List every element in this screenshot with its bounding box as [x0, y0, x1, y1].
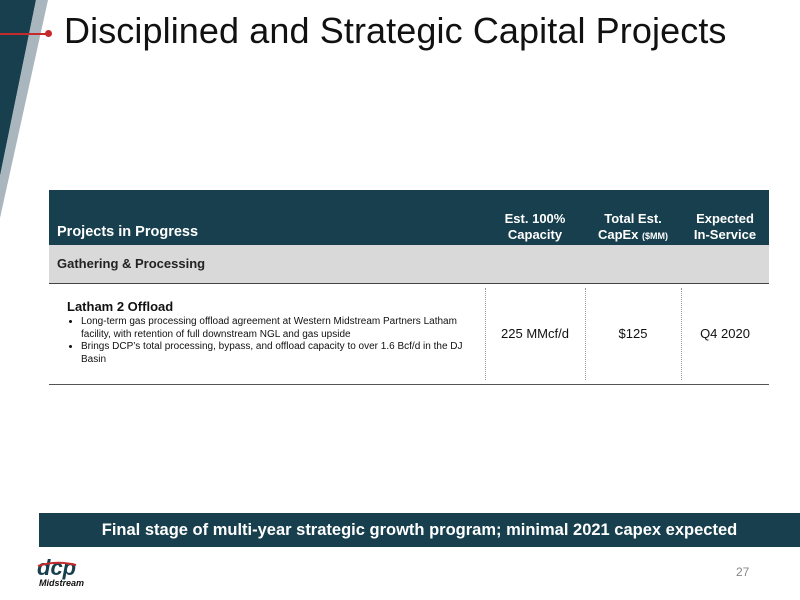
header-in-service-line2: In-Service — [693, 227, 757, 242]
project-cell — [67, 299, 477, 366]
table-header — [49, 190, 769, 245]
header-capex-line2: CapEx — [597, 227, 639, 242]
title-accent-dot — [45, 30, 52, 37]
header-projects-in-progress: Projects in Progress — [57, 224, 199, 240]
table-row — [49, 284, 769, 385]
summary-banner: Final stage of multi-year strategic growth program; minimal 2021 capex expected — [39, 513, 800, 547]
page-number: 27 — [736, 565, 750, 579]
project-bullet: • Long-term gas processing offload agreement at Western Midstream Partners Latham facility, with retention of full downstream NGL and gas upside — [81, 316, 477, 341]
header-capacity-line2: Capacity — [507, 227, 563, 242]
capex-value: $125 — [618, 326, 648, 341]
capital-projects-table — [49, 190, 769, 385]
title-accent-line — [0, 33, 48, 35]
header-capacity — [489, 211, 581, 243]
section-gathering-processing: Gathering & Processing — [49, 245, 769, 284]
header-in-service — [682, 211, 768, 243]
header-in-service-line1: Expected — [696, 211, 754, 226]
dcp-midstream-logo — [36, 556, 98, 590]
logo-text: dcp — [37, 556, 77, 580]
page-title: Disciplined and Strategic Capital Projects — [64, 10, 727, 51]
logo-subtext: Midstream — [39, 578, 85, 588]
project-bullets — [67, 316, 477, 366]
header-capex — [587, 211, 679, 244]
capacity-value: 225 MMcf/d — [501, 326, 569, 341]
header-capex-line2-wrap — [587, 227, 679, 244]
header-capex-unit: ($MM) — [642, 231, 669, 241]
header-capacity-line1: Est. 100% — [504, 211, 566, 226]
project-bullet: • Brings DCP’s total processing, bypass, and offload capacity to over 1.6 Bcf/d in the DJ Basin — [81, 341, 477, 366]
in-service-value: Q4 2020 — [700, 326, 750, 341]
header-capex-line1: Total Est. — [604, 211, 662, 226]
project-name: Latham 2 Offload — [67, 299, 174, 314]
